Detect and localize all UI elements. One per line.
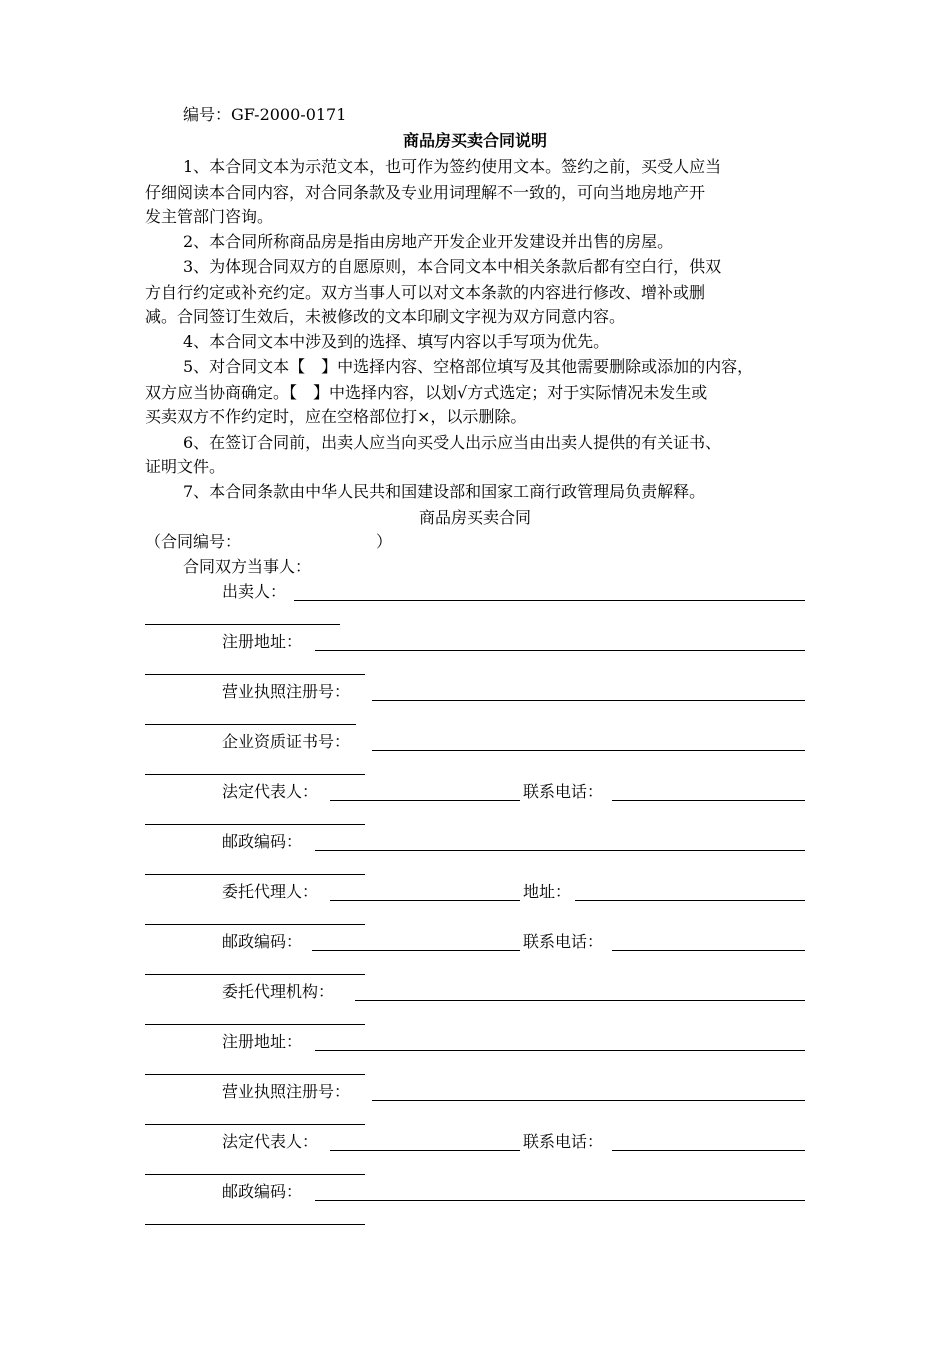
seller-qualification-label: 企业资质证书号： xyxy=(222,732,351,751)
seller-license-field[interactable] xyxy=(372,700,805,701)
agent-postcode-field[interactable] xyxy=(312,950,520,951)
contract-title: 商品房买卖合同 xyxy=(418,508,531,527)
seller-qualification-field-cont[interactable] xyxy=(145,774,365,775)
agency-license-label: 营业执照注册号： xyxy=(222,1082,351,1101)
instruction-line: 证明文件。 xyxy=(145,457,226,476)
instruction-line: 双方应当协商确定。【 】中选择内容，以划√方式选定；对于实际情况未发生或 xyxy=(145,383,708,402)
agency-address-label: 注册地址： xyxy=(222,1032,303,1051)
agent-field[interactable] xyxy=(330,900,520,901)
parties-label: 合同双方当事人： xyxy=(183,557,312,576)
agency-legal-rep-field-cont[interactable] xyxy=(145,1174,365,1175)
seller-postcode-label: 邮政编码： xyxy=(222,832,303,851)
agent-postcode-label: 邮政编码： xyxy=(222,932,303,951)
agency-phone-field[interactable] xyxy=(612,1150,805,1151)
seller-qualification-field[interactable] xyxy=(372,750,805,751)
seller-address-field-cont[interactable] xyxy=(145,674,365,675)
agent-field-cont[interactable] xyxy=(145,924,365,925)
agency-legal-rep-label: 法定代表人： xyxy=(222,1132,319,1151)
instruction-line: 方自行约定或补充约定。双方当事人可以对文本条款的内容进行修改、增补或删 xyxy=(145,283,706,302)
agency-address-field-cont[interactable] xyxy=(145,1074,365,1075)
agency-phone-label: 联系电话： xyxy=(523,1132,604,1151)
instruction-line: 减。合同签订生效后，未被修改的文本印刷文字视为双方同意内容。 xyxy=(145,307,626,326)
seller-phone-field[interactable] xyxy=(612,800,805,801)
instruction-line: 仔细阅读本合同内容，对合同条款及专业用词理解不一致的，可向当地房地产开 xyxy=(145,183,706,202)
seller-license-field-cont[interactable] xyxy=(145,724,356,725)
seller-legal-rep-field-cont[interactable] xyxy=(145,824,365,825)
agency-field-cont[interactable] xyxy=(145,1024,365,1025)
agency-license-field-cont[interactable] xyxy=(145,1124,365,1125)
agent-label: 委托代理人： xyxy=(222,882,319,901)
seller-license-label: 营业执照注册号： xyxy=(222,682,351,701)
instruction-line: 7、本合同条款由中华人民共和国建设部和国家工商行政管理局负责解释。 xyxy=(183,482,706,501)
seller-field-cont[interactable] xyxy=(145,624,340,625)
contract-number-close: ） xyxy=(376,532,393,551)
agency-address-field[interactable] xyxy=(315,1050,805,1051)
contract-number-label: （合同编号： xyxy=(145,532,242,551)
seller-address-label: 注册地址： xyxy=(222,632,303,651)
instruction-line: 1、本合同文本为示范文本，也可作为签约使用文本。签约之前，买受人应当 xyxy=(183,157,722,176)
seller-label: 出卖人： xyxy=(222,582,287,601)
seller-legal-rep-label: 法定代表人： xyxy=(222,782,319,801)
agency-postcode-field-cont[interactable] xyxy=(145,1224,365,1225)
doc-number: 编号：GF-2000-0171 xyxy=(183,105,347,124)
instruction-line: 6、在签订合同前，出卖人应当向买受人出示应当由出卖人提供的有关证书、 xyxy=(183,433,722,452)
agent-phone-field[interactable] xyxy=(612,950,805,951)
seller-legal-rep-field[interactable] xyxy=(330,800,520,801)
instruction-line: 4、本合同文本中涉及到的选择、填写内容以手写项为优先。 xyxy=(183,332,610,351)
agency-license-field[interactable] xyxy=(372,1100,805,1101)
agent-address-field[interactable] xyxy=(575,900,805,901)
agent-postcode-field-cont[interactable] xyxy=(145,974,365,975)
agency-postcode-field[interactable] xyxy=(315,1200,805,1201)
agency-postcode-label: 邮政编码： xyxy=(222,1182,303,1201)
instruction-line: 发主管部门咨询。 xyxy=(145,207,274,226)
instruction-line: 3、为体现合同双方的自愿原则，本合同文本中相关条款后都有空白行，供双 xyxy=(183,257,722,276)
instruction-line: 买卖双方不作约定时，应在空格部位打×，以示删除。 xyxy=(145,407,527,426)
agent-address-label: 地址： xyxy=(523,882,572,901)
seller-postcode-field[interactable] xyxy=(315,850,805,851)
seller-phone-label: 联系电话： xyxy=(523,782,604,801)
instructions-title: 商品房买卖合同说明 xyxy=(402,131,547,150)
seller-postcode-field-cont[interactable] xyxy=(145,874,365,875)
instruction-line: 5、对合同文本【 】中选择内容、空格部位填写及其他需要删除或添加的内容， xyxy=(183,357,754,376)
instruction-line: 2、本合同所称商品房是指由房地产开发企业开发建设并出售的房屋。 xyxy=(183,232,674,251)
agency-label: 委托代理机构： xyxy=(222,982,335,1001)
seller-address-field[interactable] xyxy=(315,650,805,651)
agency-legal-rep-field[interactable] xyxy=(330,1150,520,1151)
seller-field[interactable] xyxy=(294,600,805,601)
agent-phone-label: 联系电话： xyxy=(523,932,604,951)
agency-field[interactable] xyxy=(355,1000,805,1001)
